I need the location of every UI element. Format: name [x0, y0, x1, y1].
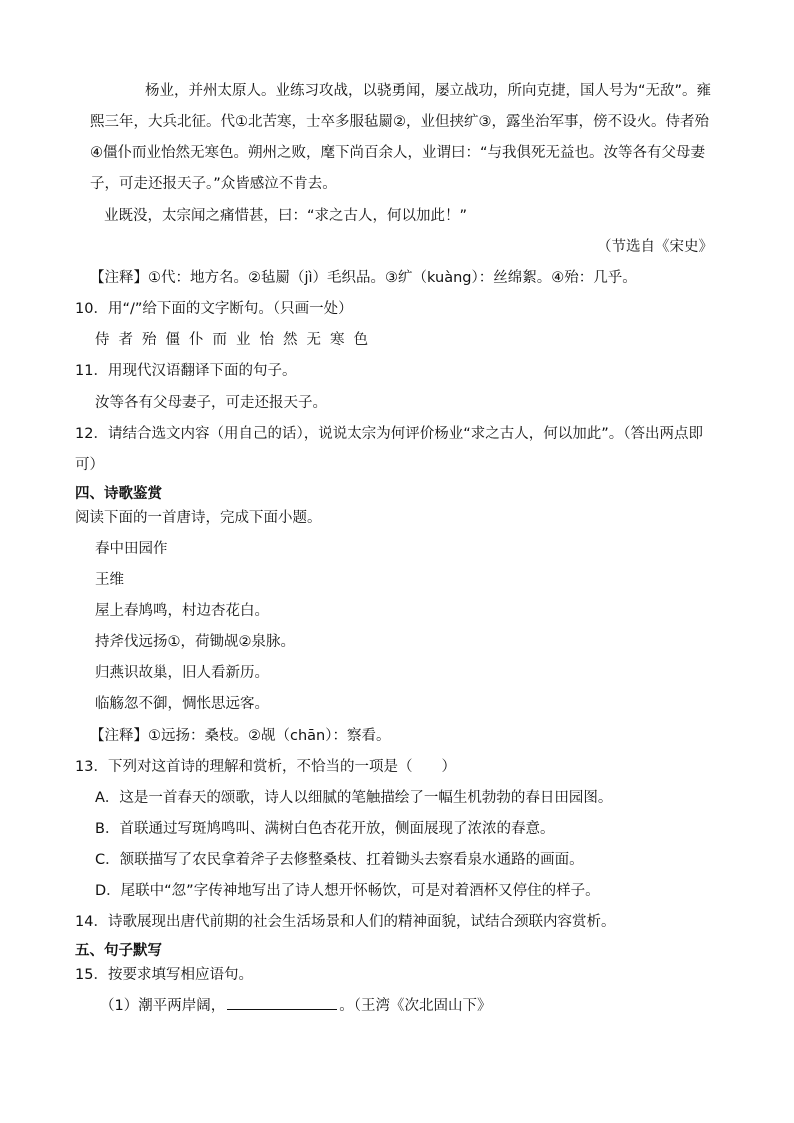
option-b: B．首联通过写斑鸠鸣叫、满树白色杏花开放，侧面展现了浓浓的春意。: [95, 821, 555, 837]
option-d: D．尾联中“忽”字传神地写出了诗人想开怀畅饮，可是对着酒杯又停住的样子。: [95, 883, 600, 899]
poem-title: 春中田园作: [95, 541, 168, 557]
question-12-stem: 12．请结合选文内容（用自己的话），说说太宗为何评价杨业“求之古人，何以加此”。（答出两点即: [75, 426, 703, 442]
passage-paragraph-2: 业既没，太宗闻之痛惜甚，曰：“求之古人，何以加此！”: [104, 208, 468, 224]
passage-line: ④僵仆而业怡然无寒色。朔州之败，麾下尚百余人，业谓曰：“与我俱死无益也。汝等各有父母妻: [90, 145, 706, 161]
passage-line: 杨业，并州太原人。业练习攻战，以骁勇闻，屡立战功，所向克捷，国人号为“无敌”。雍: [145, 83, 712, 99]
question-14-stem: 14．诗歌展现出唐代前期的社会生活场景和人们的精神面貌，试结合颈联内容赏析。: [75, 914, 616, 930]
fill-blank[interactable]: [227, 995, 337, 1010]
question-13-stem: 13．下列对这首诗的理解和赏析，不恰当的一项是（ ）: [75, 759, 456, 775]
passage-line: 子，可走还报天子。”众皆感泣不肯去。: [90, 176, 337, 192]
item-1-suffix: 。（王湾《次北固山下》: [339, 998, 492, 1014]
question-15-item-1: [100, 995, 491, 1017]
poem-line: 屋上春鸠鸣，村边杏花白。: [95, 603, 269, 619]
question-12-stem-cont: 可）: [75, 457, 104, 473]
question-15-stem: 15．按要求填写相应语句。: [75, 967, 253, 983]
question-10-text: 侍者殆僵仆而业怡然无寒色: [95, 332, 377, 348]
question-11-stem: 11．用现代汉语翻译下面的句子。: [75, 363, 297, 379]
passage-line: 熙三年，大兵北征。代①北苦寒，士卒多服毡罽②，业但挟纩③，露坐治军事，傍不设火。侍者殆: [90, 114, 709, 130]
question-10-stem: 10．用“/”给下面的文字断句。（只画一处）: [75, 301, 353, 317]
passage-note: 【注释】①代：地方名。②毡罽（jì）毛织品。③纩（kuàng）：丝绵絮。④殆：几乎。: [90, 270, 637, 286]
poem-author: 王维: [95, 572, 124, 588]
option-c: C．颔联描写了农民拿着斧子去修整桑枝、扛着锄头去察看泉水通路的画面。: [95, 852, 584, 868]
section-4-heading: 四、诗歌鉴赏: [75, 486, 162, 502]
poem-line: 持斧伐远扬①，荷锄觇②泉脉。: [95, 634, 295, 650]
question-11-text: 汝等各有父母妻子，可走还报天子。: [95, 395, 327, 411]
section-5-heading: 五、句子默写: [75, 943, 162, 959]
poem-line: 临觞忽不御，惆怅思远客。: [95, 696, 269, 712]
option-a: A．这是一首春天的颂歌，诗人以细腻的笔触描绘了一幅生机勃勃的春日田园图。: [95, 790, 613, 806]
poem-note: 【注释】①远扬：桑枝。②觇（chān）：察看。: [90, 728, 391, 744]
section-4-intro: 阅读下面的一首唐诗，完成下面小题。: [75, 510, 322, 526]
passage-source: （节选自《宋史》: [597, 239, 713, 255]
poem-line: 归燕识故巢，旧人看新历。: [95, 665, 269, 681]
item-1-prefix: （1）潮平两岸阔，: [100, 998, 226, 1014]
